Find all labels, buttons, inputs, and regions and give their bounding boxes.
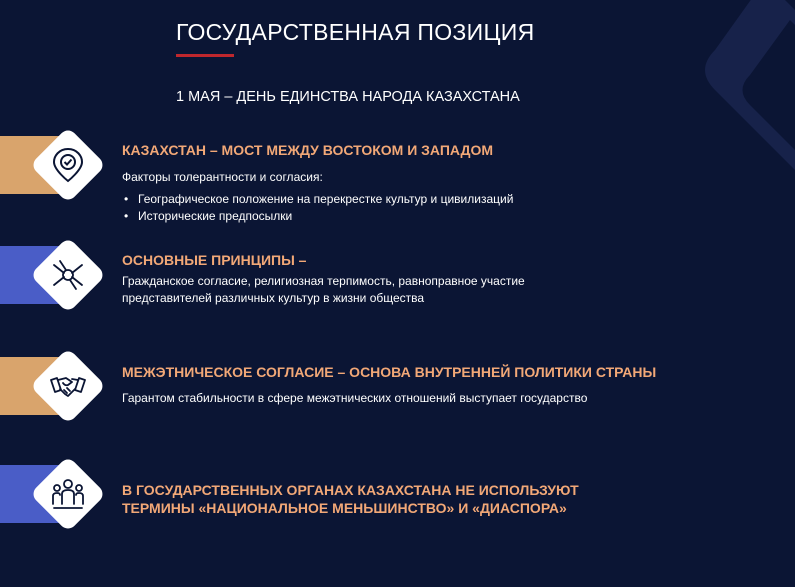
list-item: • Исторические предпосылки	[122, 208, 513, 225]
item-1-text: Факторы толерантности и согласия:	[122, 170, 323, 184]
item-1-bullets	[122, 191, 513, 225]
page-title: ГОСУДАРСТВЕННАЯ ПОЗИЦИЯ	[176, 19, 535, 45]
item-2-text-line-1: Гражданское согласие, религиозная терпимость, равноправное участие	[122, 274, 525, 288]
item-1-heading: КАЗАХСТАН – МОСТ МЕЖДУ ВОСТОКОМ И ЗАПАДОМ	[122, 142, 494, 158]
title-underline	[176, 54, 234, 57]
location-pin-icon	[48, 145, 88, 185]
item-2-heading: ОСНОВНЫЕ ПРИНЦИПЫ –	[122, 252, 307, 268]
people-group-icon	[48, 474, 88, 514]
item-3-heading: МЕЖЭТНИЧЕСКОЕ СОГЛАСИЕ – ОСНОВА ВНУТРЕННЕЙ ПОЛИТИКИ СТРАНЫ	[122, 364, 657, 380]
item-3-text: Гарантом стабильности в сфере межэтнических отношений выступает государство	[122, 391, 588, 405]
decorative-corner-shape	[705, 0, 795, 220]
list-item: • Географическое положение на перекрестке культур и цивилизаций	[122, 191, 513, 208]
handshake-icon	[48, 366, 88, 406]
page-subtitle: 1 МАЯ – ДЕНЬ ЕДИНСТВА НАРОДА КАЗАХСТАНА	[176, 89, 520, 105]
item-2-text-line-2: представителей различных культур в жизни общества	[122, 291, 425, 305]
joined-hands-icon	[48, 255, 88, 295]
item-4-heading-line-1: В ГОСУДАРСТВЕННЫХ ОРГАНАХ КАЗАХСТАНА НЕ ИСПОЛЬЗУЮТ	[122, 482, 579, 498]
item-4-heading-line-2: ТЕРМИНЫ «НАЦИОНАЛЬНОЕ МЕНЬШИНСТВО» И «ДИАСПОРА»	[122, 500, 567, 516]
